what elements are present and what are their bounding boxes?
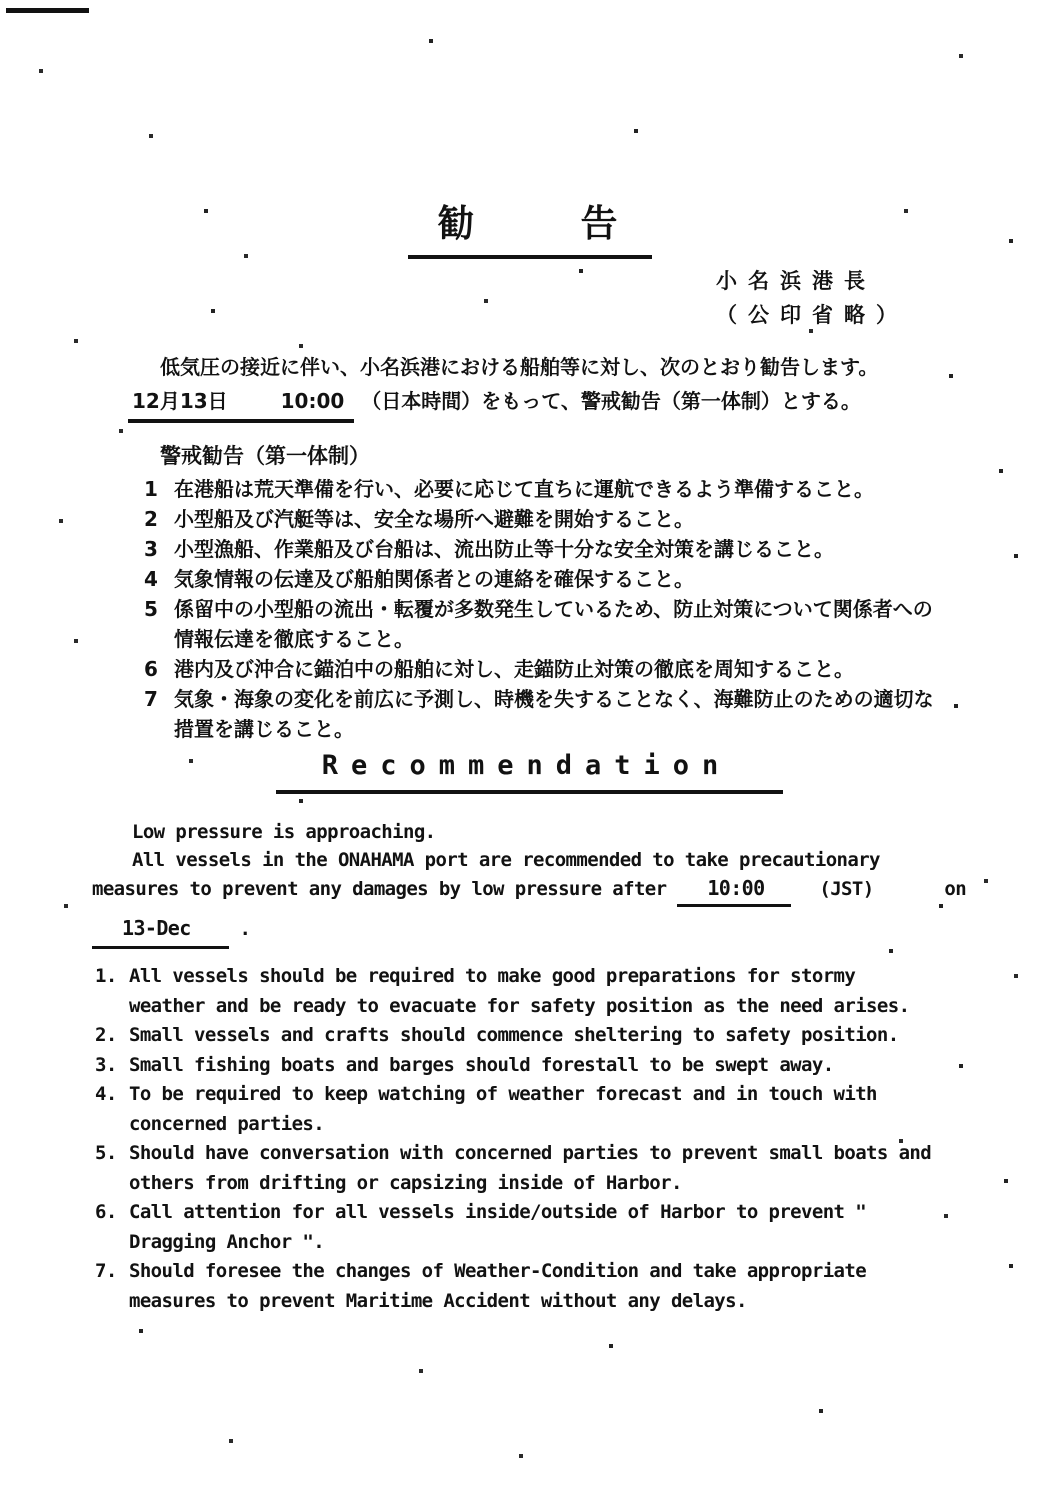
jp-item-text: 小型漁船、作業船及び台船は、流出防止等十分な安全対策を講じること。 [174,537,834,561]
en-list-item [95,1021,1005,1051]
jp-list-item [130,684,960,744]
en-list-item [95,1080,1005,1139]
en-list-item [95,1051,1005,1081]
en-item-text: Small fishing boats and barges should forestall to be swept away. [129,1053,834,1076]
en-item-number: 3. [95,1053,117,1076]
jp-list-item [130,594,960,654]
jp-item-number: 3 [144,537,158,561]
en-section-heading: Recommendation [276,750,784,794]
en-item-number: 5. [95,1142,117,1164]
jp-effective-time: 10:00 [280,389,345,413]
en-item-text: Small vessels and crafts should commence sheltering to safety position. [129,1024,899,1046]
en-item-number: 7. [95,1260,117,1282]
en-para-line3-prefix: measures to prevent any damages by low pressure after [92,878,667,900]
en-item-number: 6. [95,1201,117,1223]
scan-artifact-line [6,8,89,13]
en-para-line1: Low pressure is approaching. [132,821,436,843]
en-effective-time: 10:00 [677,874,790,907]
en-jst-label: (JST) [819,878,874,900]
en-item-text: To be required to keep watching of weather forecast and in touch with concerned parties. [129,1083,877,1135]
en-list-item [95,1198,1005,1257]
jp-item-text: 係留中の小型船の流出・転覆が多数発生しているため、防止対策について関係者への情報伝達を徹底すること。 [174,597,933,651]
en-item-text: Should foresee the changes of Weather-Condition and take appropriate measures to prevent Maritime Accident without any delays. [129,1260,867,1312]
en-intro-paragraph [92,818,992,949]
en-para-line2: All vessels in the ONAHAMA port are recommended to take precautionary [132,849,880,871]
en-effective-date: 13-Dec [92,914,229,949]
jp-effective-datetime [128,386,354,423]
scan-noise-speckles [0,0,2,2]
jp-intro-line2 [128,386,958,423]
signature-harbor-master: 小名浜港長 [716,269,876,293]
en-advisory-list [95,962,1005,1316]
title-char-1: 勧 [437,202,477,245]
jp-item-number: 6 [144,657,158,681]
jp-section-heading: 警戒勧告（第一体制） [160,444,370,468]
en-on-label: on [944,878,967,900]
en-item-number: 1. [95,965,117,987]
en-para-line3 [92,874,992,907]
en-item-text: Should have conversation with concerned parties to prevent small boats and others from drifting or capsizing inside of Harbor. [129,1142,932,1194]
jp-item-text: 気象情報の伝達及び船舶関係者との連絡を確保すること。 [174,567,694,591]
jp-intro-line1: 低気圧の接近に伴い、小名浜港における船舶等に対し、次のとおり勧告します。 [160,355,879,379]
signature-block [716,264,908,332]
document-title [0,193,1059,259]
jp-item-number: 2 [144,507,158,531]
jp-item-text: 在港船は荒天準備を行い、必要に応じて直ちに運航できるよう準備すること。 [174,477,874,501]
en-item-number: 4. [95,1083,117,1105]
en-list-item [95,962,1005,1021]
en-list-item [95,1139,1005,1198]
en-item-text: All vessels should be required to make good preparations for stormy weather and be ready to evacuate for safety position as the need arises. [129,965,910,1017]
en-date-suffix: . [239,918,251,940]
jp-intro-paragraph [128,352,958,423]
en-date-line [92,914,992,949]
jp-list-item [130,564,960,594]
en-list-item [95,1257,1005,1316]
en-heading-wrap [0,750,1059,794]
jp-item-number: 4 [144,567,158,591]
jp-item-number: 5 [144,597,158,621]
jp-item-number: 1 [144,477,158,501]
jp-list-item [130,654,960,684]
en-item-text: Call attention for all vessels inside/outside of Harbor to prevent " Dragging Anchor ". [129,1201,867,1253]
jp-item-text: 気象・海象の変化を前広に予測し、時機を失することなく、海難防止のための適切な措置を講じること。 [174,687,934,741]
jp-effective-date: 12月13日 [132,389,228,413]
jp-list-item [130,534,960,564]
jp-list-item [130,474,960,504]
title-char-2: 告 [580,202,620,245]
jp-item-text: 港内及び沖合に錨泊中の船舶に対し、走錨防止対策の徹底を周知すること。 [174,657,854,681]
jp-list-item [130,504,960,534]
jp-intro-line2-rest: （日本時間）をもって、警戒勧告（第一体制）とする。 [361,389,861,413]
jp-item-text: 小型船及び汽艇等は、安全な場所へ避難を開始すること。 [174,507,694,531]
document-title-text [408,193,652,259]
signature-seal-omitted: （公印省略） [716,303,908,327]
en-item-number: 2. [95,1024,117,1046]
jp-advisory-section [130,441,960,744]
jp-item-number: 7 [144,687,158,711]
